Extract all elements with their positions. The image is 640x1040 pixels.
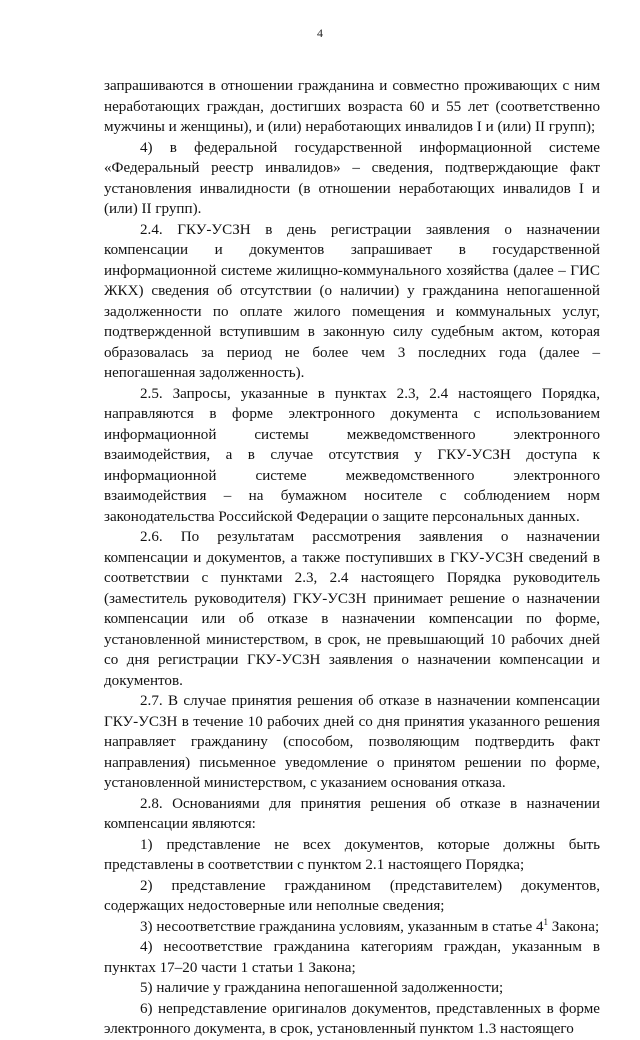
refusal-ground-2: 2) представление гражданином (представителем) документов, содержащих недостоверные или неполные сведения; [104, 877, 600, 914]
paragraph-item-4-registry: 4) в федеральной государственной информационной системе «Федеральный реестр инвалидов» – сведения, подтверждающие факт установления инвалидности (в отношении неработающих инвалидов I и (или) II групп). [104, 139, 600, 217]
paragraph-2-6: 2.6. По результатам рассмотрения заявления о назначении компенсации и документов, а также поступивших в ГКУ-УСЗН сведений в соответствии с пунктами 2.3, 2.4 настоящего Порядка руководитель (заместитель руководителя) ГКУ-УСЗН принимает решение о назначении компенсации или об отказе в назначении компенсации по форме, установленной министерством, в срок, не превышающий 10 рабочих дней со дня регистрации ГКУ-УСЗН заявления о назначении компенсации и документов. [104, 529, 600, 689]
paragraph-2-7: 2.7. В случае принятия решения об отказе в назначении компенсации ГКУ-УСЗН в течение 10 рабочих дней со дня принятия указанного решения направляет гражданину (способом, позволяющим подтвердить факт направления) письменное уведомление о принятом решении по форме, установленной министерством, с указанием основания отказа. [104, 693, 600, 791]
refusal-ground-3-end: Закона; [548, 918, 600, 935]
document-body [104, 76, 600, 1040]
refusal-ground-3-text: 3) несоответствие гражданина условиям, указанным в статье 4 [140, 918, 544, 935]
refusal-ground-5: 5) наличие у гражданина непогашенной задолженности; [140, 980, 504, 996]
paragraph-2-8: 2.8. Основаниями для принятия решения об отказе в назначении компенсации являются: [104, 795, 600, 832]
refusal-ground-3 [104, 917, 600, 938]
paragraph-continuation: запрашиваются в отношении гражданина и совместно проживающих с ним неработающих граждан, достигших возраста 60 и 55 лет (соответственно мужчины и женщины), и (или) неработающих инвалидов I и (или) II групп); [104, 78, 600, 135]
page-number: 4 [317, 26, 323, 40]
refusal-ground-6: 6) непредставление оригиналов документов, представленных в форме электронного документа, в срок, установленный пунктом 1.3 настоящего [104, 1000, 600, 1037]
paragraph-2-4: 2.4. ГКУ-УСЗН в день регистрации заявления о назначении компенсации и документов запрашивает в государственной информационной системе жилищно-коммунального хозяйства (далее – ГИС ЖКХ) сведения об отсутствии (о наличии) у гражданина непогашенной задолженности по оплате жилого помещения и коммунальных услуг, подтвержденной вступившим в законную силу судебным актом, которая образовалась за период не более чем 3 последних года (далее – непогашенная задолженность). [104, 221, 600, 381]
superscript-article-number: 1 [543, 916, 549, 927]
refusal-ground-1: 1) представление не всех документов, которые должны быть представлены в соответствии с пунктом 2.1 настоящего Порядка; [104, 836, 600, 873]
paragraph-2-5: 2.5. Запросы, указанные в пунктах 2.3, 2.4 настоящего Порядка, направляются в форме электронного документа с использованием информационной системы межведомственного электронного взаимодействия, а в случае отсутствия у ГКУ-УСЗН доступа к информационной системе межведомственного электронного взаимодействия – на бумажном носителе с соблюдением норм законодательства Российской Федерации о защите персональных данных. [104, 385, 600, 525]
refusal-ground-4: 4) несоответствие гражданина категориям граждан, указанным в пунктах 17–20 части 1 статьи 1 Закона; [104, 939, 600, 976]
